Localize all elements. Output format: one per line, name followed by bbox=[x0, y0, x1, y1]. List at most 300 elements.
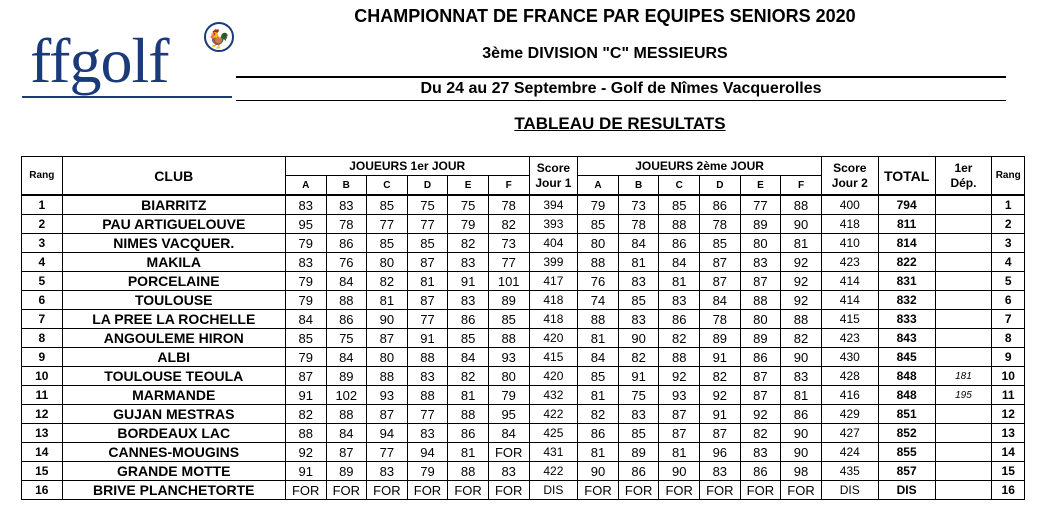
score-day1-cell: 417 bbox=[529, 272, 578, 291]
club-cell: BRIVE PLANCHETORTE bbox=[62, 481, 285, 500]
day2-score-cell: 86 bbox=[740, 462, 781, 481]
day1-score-cell: 85 bbox=[448, 329, 489, 348]
day2-score-cell: 80 bbox=[740, 234, 781, 253]
day1-score-cell: 87 bbox=[285, 367, 326, 386]
day1-score-cell: 79 bbox=[488, 386, 529, 405]
day2-score-cell: 78 bbox=[700, 215, 741, 234]
table-row bbox=[22, 215, 1025, 234]
day1-score-cell: FOR bbox=[448, 481, 489, 500]
day2-score-cell: 89 bbox=[618, 443, 659, 462]
club-cell: LA PREE LA ROCHELLE bbox=[62, 310, 285, 329]
score-day2-cell: 429 bbox=[821, 405, 878, 424]
score-day1-cell: 431 bbox=[529, 443, 578, 462]
day1-score-cell: 80 bbox=[367, 253, 408, 272]
score-day2-header-line2: Jour 2 bbox=[831, 175, 868, 190]
rank-right-cell: 14 bbox=[992, 443, 1025, 462]
departage-cell bbox=[935, 348, 992, 367]
rank-cell: 14 bbox=[22, 443, 63, 462]
club-cell: PORCELAINE bbox=[62, 272, 285, 291]
club-cell: PAU ARTIGUELOUVE bbox=[62, 215, 285, 234]
table-row bbox=[22, 386, 1025, 405]
score-day1-cell: 415 bbox=[529, 348, 578, 367]
day2-players-header: JOUEURS 2ème JOUR bbox=[578, 157, 822, 176]
day2-score-cell: 78 bbox=[618, 215, 659, 234]
score-day2-cell: 415 bbox=[821, 310, 878, 329]
day2-score-cell: 87 bbox=[740, 272, 781, 291]
table-row bbox=[22, 443, 1025, 462]
day1-score-cell: 79 bbox=[285, 348, 326, 367]
day2-score-cell: 87 bbox=[700, 424, 741, 443]
day2-score-cell: 86 bbox=[578, 424, 619, 443]
day2-score-cell: 77 bbox=[740, 195, 781, 215]
day2-score-cell: 84 bbox=[700, 291, 741, 310]
day1-score-cell: 84 bbox=[488, 424, 529, 443]
day1-score-cell: 95 bbox=[285, 215, 326, 234]
day1-score-cell: 87 bbox=[326, 443, 367, 462]
day2-score-cell: 88 bbox=[781, 310, 822, 329]
day1-score-cell: 90 bbox=[367, 310, 408, 329]
club-cell: TOULOUSE bbox=[62, 291, 285, 310]
rank-cell: 8 bbox=[22, 329, 63, 348]
score-day1-header-line1: Score bbox=[536, 160, 571, 175]
rooster-icon: 🐓 bbox=[204, 22, 234, 52]
table-row bbox=[22, 291, 1025, 310]
results-table bbox=[21, 156, 1025, 500]
day2-score-cell: 86 bbox=[659, 310, 700, 329]
score-day1-cell: 418 bbox=[529, 291, 578, 310]
day2-score-cell: 80 bbox=[578, 234, 619, 253]
d1-player-f-header: F bbox=[488, 176, 529, 196]
total-cell: 855 bbox=[878, 443, 935, 462]
total-cell: 848 bbox=[878, 386, 935, 405]
day2-score-cell: 82 bbox=[700, 367, 741, 386]
score-day1-cell: 422 bbox=[529, 462, 578, 481]
day2-score-cell: 84 bbox=[578, 348, 619, 367]
day1-score-cell: 75 bbox=[407, 195, 448, 215]
rank-right-cell: 12 bbox=[992, 405, 1025, 424]
score-day2-header-line1: Score bbox=[833, 160, 867, 175]
day1-score-cell: 78 bbox=[326, 215, 367, 234]
club-cell: ANGOULEME HIRON bbox=[62, 329, 285, 348]
table-row bbox=[22, 348, 1025, 367]
score-day1-cell: 432 bbox=[529, 386, 578, 405]
rank-cell: 1 bbox=[22, 195, 63, 215]
day1-score-cell: 82 bbox=[448, 234, 489, 253]
day2-score-cell: 83 bbox=[781, 367, 822, 386]
day2-score-cell: 83 bbox=[618, 310, 659, 329]
day1-score-cell: 102 bbox=[326, 386, 367, 405]
rank-right-cell: 6 bbox=[992, 291, 1025, 310]
day1-score-cell: 84 bbox=[326, 424, 367, 443]
departage-cell bbox=[935, 481, 992, 500]
score-day2-cell: 435 bbox=[821, 462, 878, 481]
score-day1-cell: 425 bbox=[529, 424, 578, 443]
day1-score-cell: FOR bbox=[488, 443, 529, 462]
day2-score-cell: 90 bbox=[659, 462, 700, 481]
d1-player-e-header: E bbox=[448, 176, 489, 196]
day1-score-cell: 80 bbox=[488, 367, 529, 386]
dates-venue: Du 24 au 27 Septembre - Golf de Nîmes Vacquerolles bbox=[236, 76, 1006, 100]
total-cell: 833 bbox=[878, 310, 935, 329]
day1-score-cell: 77 bbox=[407, 405, 448, 424]
day2-score-cell: 92 bbox=[781, 272, 822, 291]
day1-score-cell: 83 bbox=[285, 253, 326, 272]
rank-cell: 4 bbox=[22, 253, 63, 272]
day1-score-cell: 82 bbox=[285, 405, 326, 424]
club-cell: BORDEAUX LAC bbox=[62, 424, 285, 443]
day2-score-cell: 88 bbox=[740, 291, 781, 310]
departage-cell bbox=[935, 443, 992, 462]
d2-player-e-header: E bbox=[740, 176, 781, 196]
club-cell: GUJAN MESTRAS bbox=[62, 405, 285, 424]
table-row bbox=[22, 367, 1025, 386]
score-day2-cell: 430 bbox=[821, 348, 878, 367]
day2-score-cell: 81 bbox=[578, 386, 619, 405]
total-cell: DIS bbox=[878, 481, 935, 500]
day1-score-cell: FOR bbox=[488, 481, 529, 500]
day1-score-cell: 93 bbox=[367, 386, 408, 405]
day2-score-cell: 91 bbox=[618, 367, 659, 386]
day2-score-cell: 89 bbox=[740, 329, 781, 348]
day2-score-cell: 83 bbox=[618, 272, 659, 291]
header-divider bbox=[236, 100, 1006, 101]
day1-score-cell: 89 bbox=[326, 367, 367, 386]
rank-right-cell: 3 bbox=[992, 234, 1025, 253]
rank-right-cell: 11 bbox=[992, 386, 1025, 405]
rank-right-cell: 4 bbox=[992, 253, 1025, 272]
day2-score-cell: 81 bbox=[781, 234, 822, 253]
departage-cell bbox=[935, 215, 992, 234]
day1-score-cell: 94 bbox=[367, 424, 408, 443]
day2-score-cell: 81 bbox=[659, 443, 700, 462]
departage-cell bbox=[935, 253, 992, 272]
day2-score-cell: 88 bbox=[659, 215, 700, 234]
day2-score-cell: 91 bbox=[700, 405, 741, 424]
day1-score-cell: 79 bbox=[407, 462, 448, 481]
day1-score-cell: 91 bbox=[285, 462, 326, 481]
d2-player-c-header: C bbox=[659, 176, 700, 196]
total-cell: 822 bbox=[878, 253, 935, 272]
day2-score-cell: 92 bbox=[700, 386, 741, 405]
total-cell: 843 bbox=[878, 329, 935, 348]
d2-player-f-header: F bbox=[781, 176, 822, 196]
club-cell: BIARRITZ bbox=[62, 195, 285, 215]
day2-score-cell: 87 bbox=[700, 253, 741, 272]
rank-right-cell: 15 bbox=[992, 462, 1025, 481]
section-title-text: TABLEAU DE RESULTATS bbox=[514, 114, 726, 133]
total-cell: 814 bbox=[878, 234, 935, 253]
departage-cell bbox=[935, 310, 992, 329]
rank-cell: 6 bbox=[22, 291, 63, 310]
day2-score-cell: 83 bbox=[618, 405, 659, 424]
score-day2-cell: 414 bbox=[821, 272, 878, 291]
rank-cell: 15 bbox=[22, 462, 63, 481]
total-cell: 857 bbox=[878, 462, 935, 481]
day2-score-cell: 88 bbox=[578, 253, 619, 272]
table-row bbox=[22, 310, 1025, 329]
club-cell: MAKILA bbox=[62, 253, 285, 272]
day1-score-cell: 85 bbox=[407, 234, 448, 253]
departage-cell bbox=[935, 462, 992, 481]
total-cell: 852 bbox=[878, 424, 935, 443]
day1-score-cell: 81 bbox=[367, 291, 408, 310]
day1-score-cell: 83 bbox=[285, 195, 326, 215]
day1-score-cell: 84 bbox=[285, 310, 326, 329]
day2-score-cell: 88 bbox=[578, 310, 619, 329]
day1-score-cell: 83 bbox=[448, 253, 489, 272]
day2-score-cell: 84 bbox=[659, 253, 700, 272]
departage-cell bbox=[935, 424, 992, 443]
departage-cell bbox=[935, 195, 992, 215]
day1-score-cell: 77 bbox=[367, 215, 408, 234]
table-row bbox=[22, 272, 1025, 291]
day1-score-cell: 92 bbox=[285, 443, 326, 462]
d1-player-d-header: D bbox=[407, 176, 448, 196]
score-day1-header bbox=[529, 157, 578, 196]
departage-cell bbox=[935, 329, 992, 348]
day2-score-cell: 82 bbox=[740, 424, 781, 443]
day1-score-cell: 89 bbox=[488, 291, 529, 310]
day1-score-cell: 78 bbox=[488, 195, 529, 215]
table-row bbox=[22, 481, 1025, 500]
total-cell: 848 bbox=[878, 367, 935, 386]
section-title bbox=[400, 114, 840, 134]
rank-cell: 11 bbox=[22, 386, 63, 405]
day2-score-cell: 92 bbox=[781, 291, 822, 310]
day1-score-cell: 91 bbox=[285, 386, 326, 405]
day2-score-cell: 85 bbox=[618, 291, 659, 310]
d2-player-b-header: B bbox=[618, 176, 659, 196]
rank-cell: 2 bbox=[22, 215, 63, 234]
total-cell: 811 bbox=[878, 215, 935, 234]
table-row bbox=[22, 329, 1025, 348]
day1-score-cell: 83 bbox=[407, 424, 448, 443]
day1-score-cell: 86 bbox=[448, 424, 489, 443]
day2-score-cell: 81 bbox=[578, 329, 619, 348]
day2-score-cell: 88 bbox=[659, 348, 700, 367]
score-day1-cell: DIS bbox=[529, 481, 578, 500]
club-cell: GRANDE MOTTE bbox=[62, 462, 285, 481]
rank-cell: 13 bbox=[22, 424, 63, 443]
logo-underline bbox=[22, 96, 232, 98]
day1-score-cell: 81 bbox=[448, 386, 489, 405]
day1-score-cell: 88 bbox=[407, 348, 448, 367]
rank-right-cell: 13 bbox=[992, 424, 1025, 443]
day2-score-cell: 80 bbox=[740, 310, 781, 329]
score-day2-cell: 423 bbox=[821, 329, 878, 348]
score-day1-cell: 418 bbox=[529, 310, 578, 329]
day2-score-cell: 73 bbox=[618, 195, 659, 215]
day1-score-cell: 86 bbox=[326, 310, 367, 329]
day2-score-cell: 96 bbox=[700, 443, 741, 462]
day2-score-cell: FOR bbox=[659, 481, 700, 500]
day1-score-cell: 77 bbox=[407, 310, 448, 329]
day1-score-cell: 81 bbox=[448, 443, 489, 462]
total-cell: 794 bbox=[878, 195, 935, 215]
day2-score-cell: 81 bbox=[578, 443, 619, 462]
score-day1-cell: 394 bbox=[529, 195, 578, 215]
departage-cell bbox=[935, 405, 992, 424]
day2-score-cell: FOR bbox=[781, 481, 822, 500]
day2-score-cell: 87 bbox=[740, 367, 781, 386]
day1-score-cell: 88 bbox=[448, 462, 489, 481]
day1-score-cell: 73 bbox=[488, 234, 529, 253]
d1-player-b-header: B bbox=[326, 176, 367, 196]
d1-player-a-header: A bbox=[285, 176, 326, 196]
day2-score-cell: 85 bbox=[618, 424, 659, 443]
day1-score-cell: FOR bbox=[367, 481, 408, 500]
day2-score-cell: 92 bbox=[781, 253, 822, 272]
rank-right-cell: 2 bbox=[992, 215, 1025, 234]
day1-score-cell: 94 bbox=[407, 443, 448, 462]
rank-right-cell: 16 bbox=[992, 481, 1025, 500]
day2-score-cell: 81 bbox=[781, 386, 822, 405]
day2-score-cell: 81 bbox=[618, 253, 659, 272]
day2-score-cell: 90 bbox=[781, 424, 822, 443]
day2-score-cell: 88 bbox=[781, 195, 822, 215]
division-title: 3ème DIVISION "C" MESSIEURS bbox=[482, 45, 728, 62]
day2-score-cell: FOR bbox=[740, 481, 781, 500]
departage-header-line1: 1er bbox=[954, 160, 973, 175]
day1-score-cell: FOR bbox=[285, 481, 326, 500]
score-day1-header-line2: Jour 1 bbox=[535, 175, 572, 190]
total-cell: 832 bbox=[878, 291, 935, 310]
total-cell: 831 bbox=[878, 272, 935, 291]
table-row bbox=[22, 195, 1025, 215]
total-header: TOTAL bbox=[878, 157, 935, 196]
day2-score-cell: 85 bbox=[700, 234, 741, 253]
results-body bbox=[22, 195, 1025, 500]
total-cell: 851 bbox=[878, 405, 935, 424]
day1-score-cell: 91 bbox=[407, 329, 448, 348]
club-cell: NIMES VACQUER. bbox=[62, 234, 285, 253]
score-day2-cell: 423 bbox=[821, 253, 878, 272]
score-day1-cell: 422 bbox=[529, 405, 578, 424]
day1-score-cell: 86 bbox=[448, 310, 489, 329]
departage-cell bbox=[935, 291, 992, 310]
day1-score-cell: 93 bbox=[488, 348, 529, 367]
day2-score-cell: 85 bbox=[578, 215, 619, 234]
day2-score-cell: 90 bbox=[781, 215, 822, 234]
day1-score-cell: 88 bbox=[407, 386, 448, 405]
day2-score-cell: 87 bbox=[659, 424, 700, 443]
day2-score-cell: 86 bbox=[781, 405, 822, 424]
day1-score-cell: 79 bbox=[285, 291, 326, 310]
d1-player-c-header: C bbox=[367, 176, 408, 196]
day2-score-cell: 79 bbox=[578, 195, 619, 215]
day1-score-cell: 82 bbox=[367, 272, 408, 291]
rank-cell: 16 bbox=[22, 481, 63, 500]
score-day2-cell: 418 bbox=[821, 215, 878, 234]
rank-right-cell: 8 bbox=[992, 329, 1025, 348]
day2-score-cell: 83 bbox=[659, 291, 700, 310]
day1-score-cell: 87 bbox=[367, 405, 408, 424]
score-day2-cell: 414 bbox=[821, 291, 878, 310]
day1-score-cell: 83 bbox=[448, 291, 489, 310]
rank-cell: 12 bbox=[22, 405, 63, 424]
day1-score-cell: 85 bbox=[285, 329, 326, 348]
day1-score-cell: 83 bbox=[488, 462, 529, 481]
rank-right-cell: 7 bbox=[992, 310, 1025, 329]
day2-score-cell: FOR bbox=[618, 481, 659, 500]
day1-score-cell: 83 bbox=[326, 195, 367, 215]
day2-score-cell: 90 bbox=[781, 443, 822, 462]
day2-score-cell: 87 bbox=[659, 405, 700, 424]
day1-score-cell: 85 bbox=[367, 195, 408, 215]
day2-score-cell: 82 bbox=[781, 329, 822, 348]
day1-score-cell: 85 bbox=[488, 310, 529, 329]
day1-score-cell: 82 bbox=[448, 367, 489, 386]
day1-score-cell: 76 bbox=[326, 253, 367, 272]
day2-score-cell: 90 bbox=[781, 348, 822, 367]
day1-score-cell: 87 bbox=[407, 253, 448, 272]
score-day1-cell: 393 bbox=[529, 215, 578, 234]
departage-cell: 195 bbox=[935, 386, 992, 405]
day1-score-cell: 84 bbox=[448, 348, 489, 367]
day2-score-cell: 89 bbox=[740, 215, 781, 234]
table-row bbox=[22, 462, 1025, 481]
rank-right-cell: 10 bbox=[992, 367, 1025, 386]
day2-score-cell: 89 bbox=[700, 329, 741, 348]
rank-right-cell: 1 bbox=[992, 195, 1025, 215]
club-header: CLUB bbox=[62, 157, 285, 196]
day1-score-cell: 75 bbox=[448, 195, 489, 215]
rank-right-cell: 5 bbox=[992, 272, 1025, 291]
day2-score-cell: FOR bbox=[700, 481, 741, 500]
day1-score-cell: FOR bbox=[326, 481, 367, 500]
score-day2-cell: 410 bbox=[821, 234, 878, 253]
day1-score-cell: 81 bbox=[407, 272, 448, 291]
rank-cell: 9 bbox=[22, 348, 63, 367]
score-day2-cell: 416 bbox=[821, 386, 878, 405]
rang-right-header: Rang bbox=[992, 157, 1025, 196]
day1-score-cell: 88 bbox=[367, 367, 408, 386]
departage-cell: 181 bbox=[935, 367, 992, 386]
club-cell: TOULOUSE TEOULA bbox=[62, 367, 285, 386]
day1-score-cell: 84 bbox=[326, 348, 367, 367]
rang-header: Rang bbox=[22, 157, 63, 196]
rank-cell: 5 bbox=[22, 272, 63, 291]
departage-header-line2: Dép. bbox=[950, 175, 977, 190]
score-day2-cell: 428 bbox=[821, 367, 878, 386]
day1-score-cell: 79 bbox=[285, 272, 326, 291]
score-day2-cell: 424 bbox=[821, 443, 878, 462]
day1-score-cell: 87 bbox=[367, 329, 408, 348]
score-day1-cell: 399 bbox=[529, 253, 578, 272]
day2-score-cell: FOR bbox=[578, 481, 619, 500]
day2-score-cell: 87 bbox=[700, 272, 741, 291]
day1-players-header: JOUEURS 1er JOUR bbox=[285, 157, 529, 176]
day1-score-cell: 77 bbox=[488, 253, 529, 272]
day2-score-cell: 75 bbox=[618, 386, 659, 405]
day2-score-cell: 81 bbox=[659, 272, 700, 291]
day1-score-cell: FOR bbox=[407, 481, 448, 500]
score-day1-cell: 420 bbox=[529, 367, 578, 386]
day2-score-cell: 92 bbox=[659, 367, 700, 386]
logo-text: ffgolf bbox=[30, 25, 169, 96]
day2-score-cell: 82 bbox=[659, 329, 700, 348]
day2-score-cell: 86 bbox=[618, 462, 659, 481]
rank-cell: 7 bbox=[22, 310, 63, 329]
day2-score-cell: 86 bbox=[740, 348, 781, 367]
document-title: CHAMPIONNAT DE FRANCE PAR EQUIPES SENIORS 2020 bbox=[354, 6, 856, 26]
table-row bbox=[22, 424, 1025, 443]
day1-score-cell: 84 bbox=[326, 272, 367, 291]
day2-score-cell: 74 bbox=[578, 291, 619, 310]
rank-cell: 10 bbox=[22, 367, 63, 386]
table-row bbox=[22, 253, 1025, 272]
day1-score-cell: 101 bbox=[488, 272, 529, 291]
